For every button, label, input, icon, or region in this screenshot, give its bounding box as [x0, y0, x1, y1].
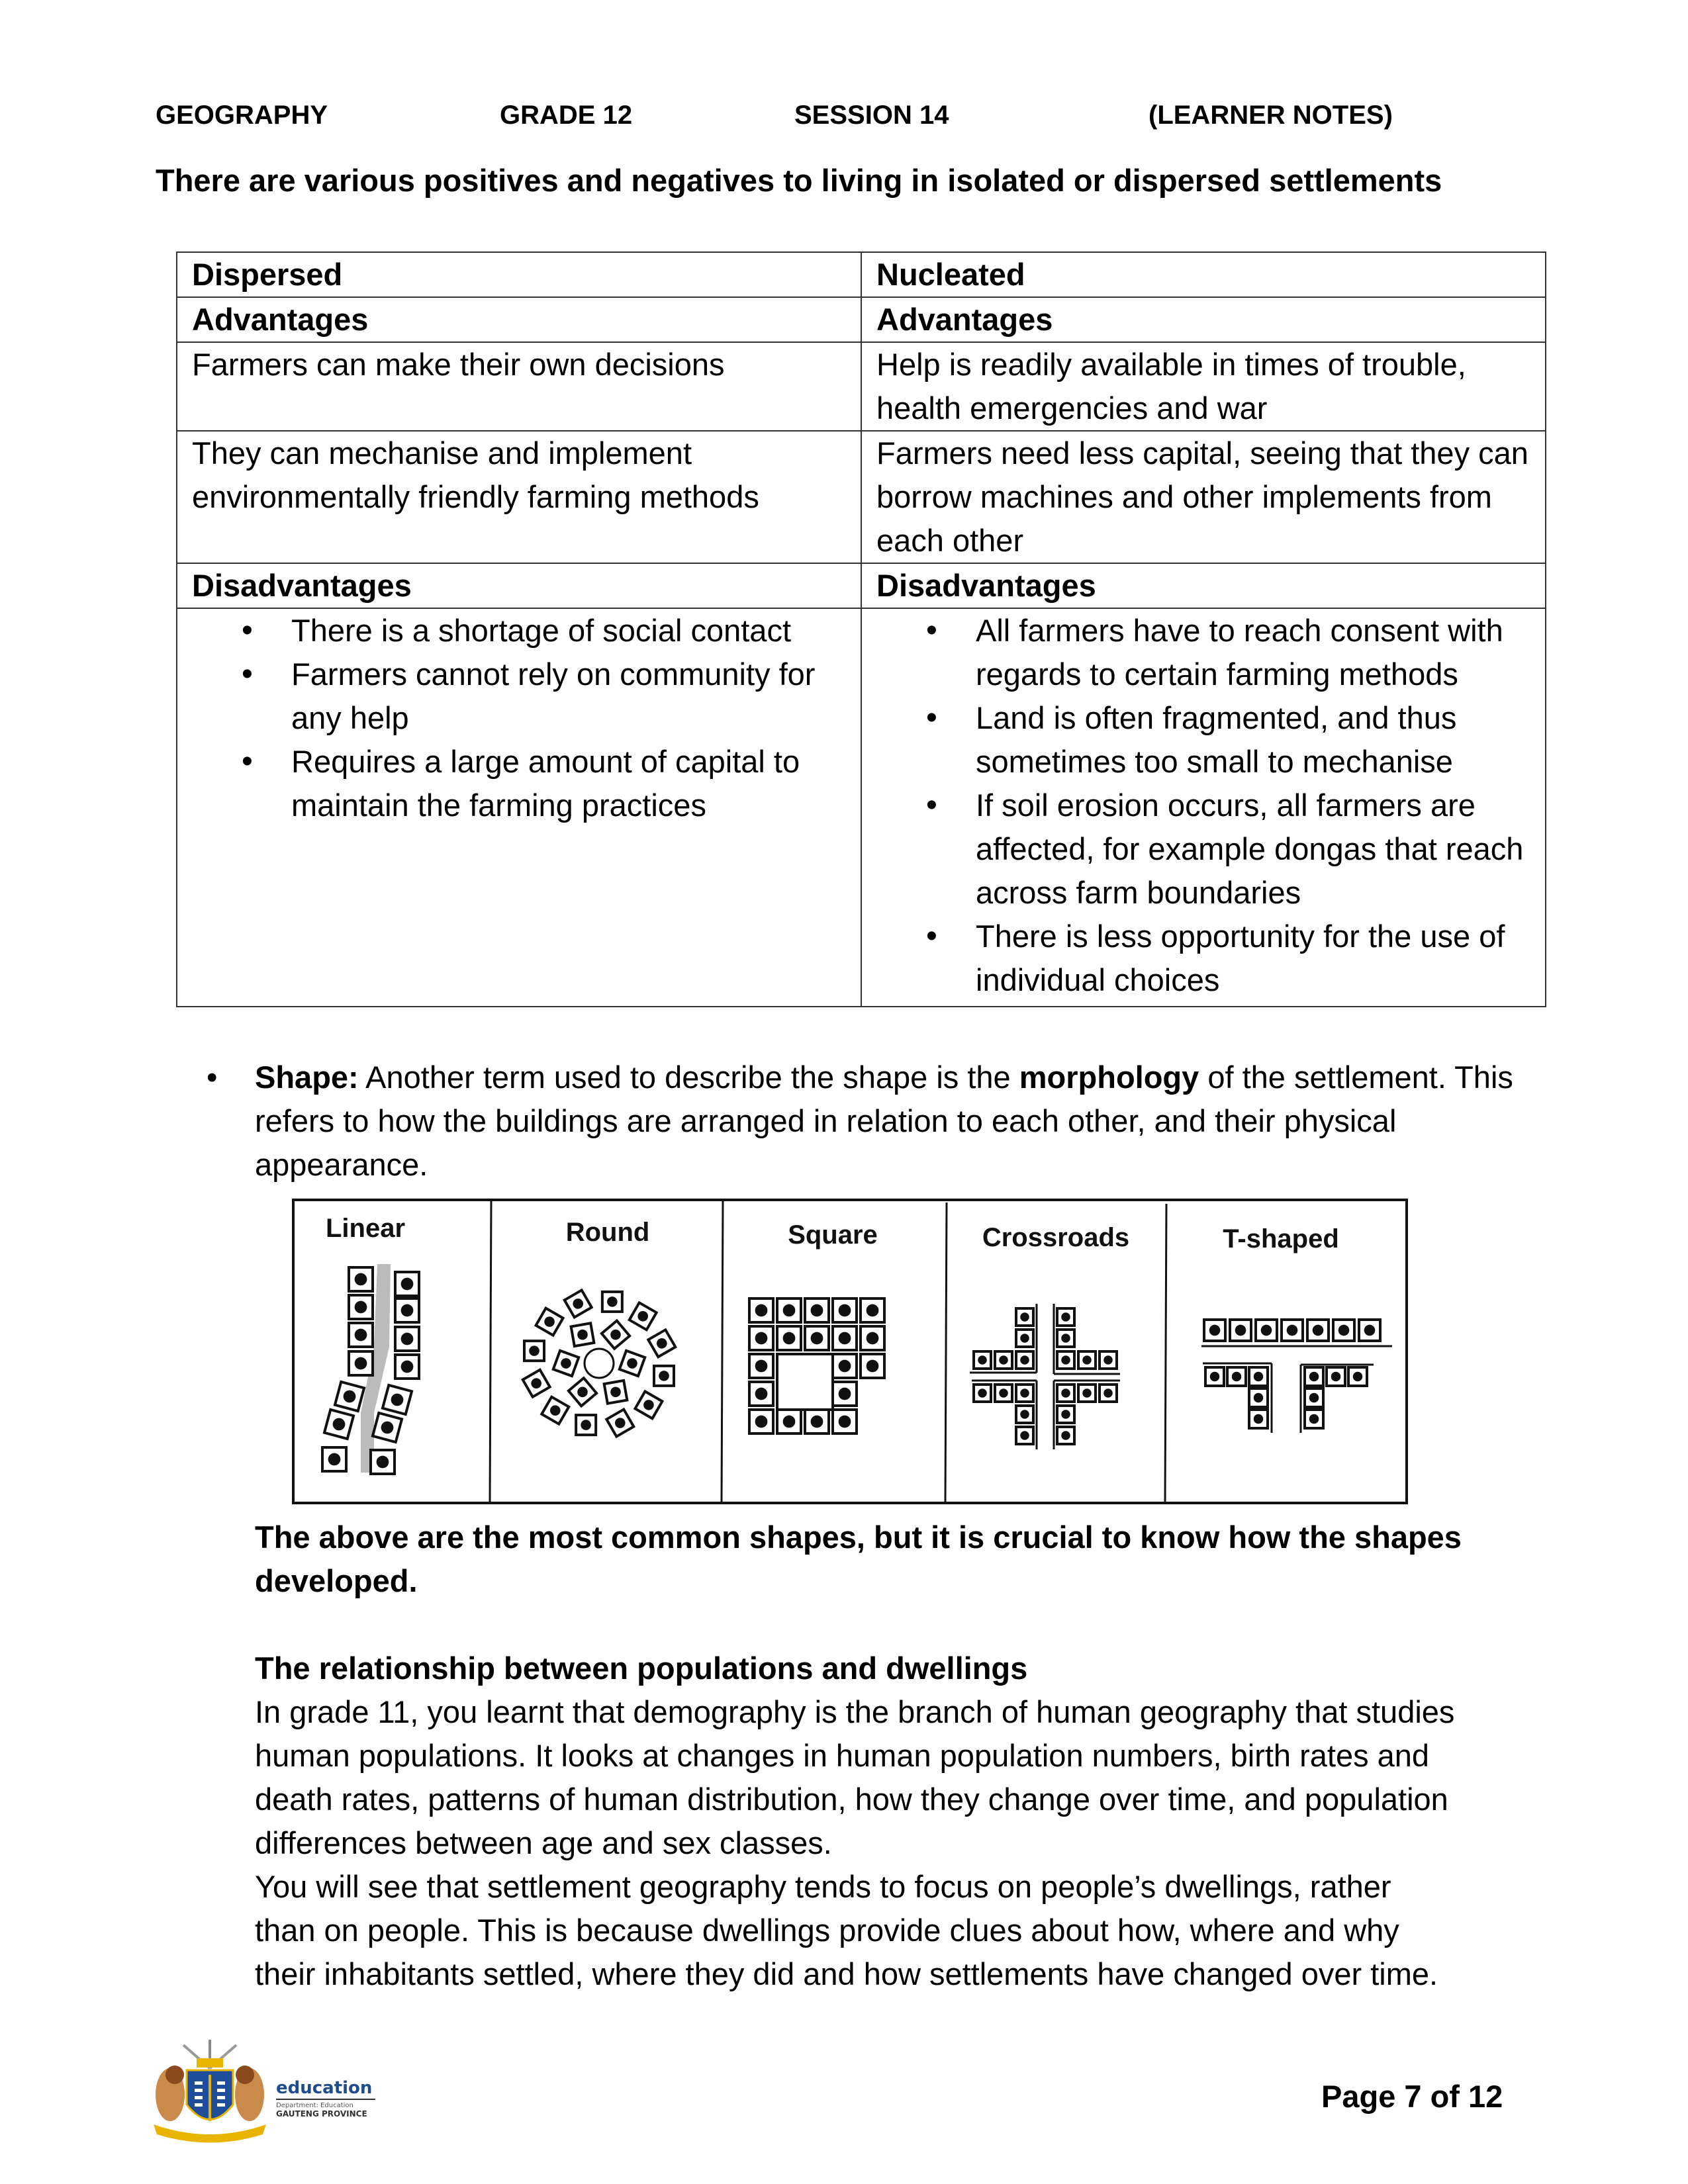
- house-icon: [1307, 1320, 1329, 1341]
- text-line: differences between age and sex classes.: [255, 1825, 832, 1860]
- house-icon: [322, 1447, 346, 1471]
- logo-text: [276, 2078, 375, 2118]
- house-icon: [1205, 1367, 1224, 1386]
- text-line: You will see that settlement geography tends to focus on people’s dwellings, rather: [255, 1869, 1391, 1904]
- text-line: death rates, patterns of human distribution, how they change over time, and population: [255, 1782, 1448, 1817]
- house-icon: [1256, 1320, 1277, 1341]
- house-icon: [861, 1326, 884, 1350]
- panel-label-round: Round: [565, 1218, 650, 1247]
- paragraph-dwellings: [255, 1865, 1566, 1996]
- text-line: human populations. It looks at changes in human population numbers, birth rates and: [255, 1738, 1430, 1773]
- disadvantages-label: Disadvantages: [177, 563, 861, 608]
- house-icon: [383, 1385, 412, 1414]
- panel-label-t-shaped: T-shaped: [1223, 1224, 1339, 1253]
- house-icon: [571, 1323, 594, 1346]
- section-heading: The relationship between populations and dwellings: [255, 1651, 1028, 1686]
- header-subject: GEOGRAPHY: [156, 101, 328, 130]
- house-icon: [335, 1382, 364, 1411]
- house-icon: [576, 1415, 596, 1435]
- table-row: [177, 431, 1546, 563]
- shape-text-after: of the settlement. This refers to how the buildings are arranged in relation to each other, and their physical appearance.: [255, 1060, 1513, 1182]
- house-icon: [1100, 1385, 1117, 1402]
- house-icon: [1057, 1385, 1074, 1402]
- list-item: • Requires a large amount of capital to maintain the farming practices: [192, 740, 850, 827]
- house-icon: [995, 1351, 1012, 1369]
- advantages-label: Advantages: [177, 297, 861, 342]
- page-header: [156, 101, 1546, 134]
- house-icon: [749, 1410, 773, 1433]
- list-item: • All farmers have to reach consent with regards to certain farming methods: [876, 609, 1534, 696]
- house-icon: [833, 1298, 857, 1322]
- house-icon: [1249, 1367, 1268, 1386]
- house-icon: [805, 1326, 829, 1350]
- bullet-icon: •: [207, 1060, 218, 1095]
- house-icon: [1057, 1406, 1074, 1423]
- logo-title: education: [276, 2078, 373, 2098]
- house-icon: [805, 1410, 829, 1433]
- logo-province: GAUTENG PROVINCE: [276, 2109, 367, 2118]
- house-icon: [604, 1381, 628, 1404]
- table-row: [177, 608, 1546, 1007]
- list-item: • There is less opportunity for the use of individual choices: [876, 915, 1534, 1002]
- header-notes: (LEARNER NOTES): [1149, 101, 1393, 130]
- list-item: • If soil erosion occurs, all farmers are affected, for example dongas that reach across farm boundaries: [876, 784, 1534, 915]
- house-icon: [324, 1410, 353, 1439]
- house-icon: [395, 1355, 419, 1379]
- house-icon: [1282, 1320, 1303, 1341]
- house-icon: [349, 1351, 373, 1375]
- table-cell: They can mechanise and implement environmentally friendly farming methods: [177, 431, 861, 563]
- intro-heading: There are various positives and negatives to living in isolated or dispersed settlements: [156, 163, 1442, 198]
- house-icon: [974, 1385, 991, 1402]
- village-green-icon: [585, 1349, 614, 1378]
- page-number: Page 7 of 12: [1321, 2079, 1503, 2114]
- house-icon: [1230, 1320, 1251, 1341]
- house-icon: [861, 1298, 884, 1322]
- gauteng-education-logo: [147, 2038, 385, 2144]
- panel-divider: [722, 1201, 723, 1503]
- common-shapes-note: The above are the most common shapes, but it is crucial to know how the shapes developed.: [255, 1520, 1462, 1598]
- house-icon: [1016, 1330, 1033, 1347]
- house-icon: [349, 1323, 373, 1347]
- comparison-table: [176, 251, 1546, 1007]
- house-icon: [1227, 1367, 1246, 1386]
- text-line: than on people. This is because dwellings provide clues about how, where and why: [255, 1913, 1399, 1948]
- house-icon: [1016, 1427, 1033, 1444]
- house-icon: [1305, 1388, 1323, 1407]
- house-icon: [833, 1326, 857, 1350]
- house-icon: [1249, 1410, 1268, 1428]
- house-icon: [1016, 1351, 1033, 1369]
- house-icon: [1305, 1410, 1323, 1428]
- house-icon: [833, 1354, 857, 1378]
- shape-paragraph: [207, 1056, 1557, 1187]
- house-icon: [995, 1385, 1012, 1402]
- house-icon: [1327, 1367, 1345, 1386]
- list-item: • Land is often fragmented, and thus sometimes too small to mechanise: [876, 696, 1534, 784]
- house-icon: [395, 1272, 419, 1296]
- advantages-label-row: [177, 297, 1546, 342]
- square-open-space: [777, 1354, 833, 1410]
- house-icon: [1057, 1351, 1074, 1369]
- house-icon: [1016, 1308, 1033, 1326]
- shape-text-before: Another term used to describe the shape is the: [358, 1060, 1019, 1095]
- house-icon: [1100, 1351, 1117, 1369]
- coat-of-arms-icon: [147, 2038, 273, 2144]
- settlement-shapes-diagram: [291, 1195, 1410, 1506]
- house-icon: [777, 1298, 801, 1322]
- house-icon: [777, 1410, 801, 1433]
- house-icon: [349, 1267, 373, 1291]
- table-row: [177, 342, 1546, 431]
- logo-divider: [276, 2099, 375, 2100]
- house-icon: [833, 1382, 857, 1406]
- paragraph-demography: [255, 1690, 1566, 1865]
- disadvantages-label-row: [177, 563, 1546, 608]
- house-icon: [373, 1413, 402, 1442]
- house-icon: [1078, 1385, 1096, 1402]
- house-icon: [833, 1410, 857, 1433]
- house-icon: [861, 1354, 884, 1378]
- house-icon: [371, 1450, 395, 1474]
- house-icon: [749, 1298, 773, 1322]
- text-line: their inhabitants settled, where they did and how settlements have changed over time.: [255, 1956, 1438, 1991]
- table-cell: Farmers can make their own decisions: [177, 342, 861, 431]
- house-icon: [395, 1298, 419, 1322]
- house-icon: [1016, 1406, 1033, 1423]
- table-header-row: [177, 252, 1546, 297]
- shape-term: Shape:: [255, 1060, 359, 1095]
- house-icon: [1333, 1320, 1354, 1341]
- nucleated-disadvantages-cell: [861, 608, 1546, 1007]
- panel-divider: [945, 1203, 947, 1503]
- house-icon: [1204, 1320, 1225, 1341]
- house-icon: [805, 1298, 829, 1322]
- header-grade: GRADE 12: [500, 101, 633, 130]
- house-icon: [749, 1382, 773, 1406]
- list-item: • Farmers cannot rely on community for any help: [192, 653, 850, 740]
- table-cell: Help is readily available in times of trouble, health emergencies and war: [861, 342, 1546, 431]
- list-item: • There is a shortage of social contact: [192, 609, 850, 653]
- panel-label-linear: Linear: [325, 1214, 406, 1243]
- house-icon: [654, 1366, 674, 1386]
- house-icon: [1016, 1385, 1033, 1402]
- advantages-label: Advantages: [861, 297, 1546, 342]
- house-icon: [777, 1326, 801, 1350]
- header-session: SESSION 14: [794, 101, 949, 130]
- panel-divider: [490, 1200, 491, 1503]
- house-icon: [1305, 1367, 1323, 1386]
- table-cell: Farmers need less capital, seeing that they can borrow machines and other implements from each other: [861, 431, 1546, 563]
- house-icon: [1359, 1320, 1380, 1341]
- house-icon: [395, 1327, 419, 1351]
- house-icon: [1057, 1308, 1074, 1326]
- house-icon: [974, 1351, 991, 1369]
- panel-label-crossroads: Crossroads: [982, 1223, 1130, 1252]
- house-icon: [602, 1292, 622, 1312]
- disadvantages-label: Disadvantages: [861, 563, 1546, 608]
- column-header-dispersed: Dispersed: [177, 252, 861, 297]
- logo-department: Department: Education: [276, 2102, 353, 2109]
- house-icon: [749, 1354, 773, 1378]
- house-icon: [749, 1326, 773, 1350]
- panel-divider: [1165, 1204, 1166, 1503]
- dispersed-disadvantages-list: [192, 609, 850, 827]
- house-icon: [1078, 1351, 1096, 1369]
- house-icon: [524, 1341, 544, 1361]
- house-icon: [1057, 1330, 1074, 1347]
- morphology-keyword: morphology: [1019, 1060, 1199, 1095]
- column-header-nucleated: Nucleated: [861, 252, 1546, 297]
- dispersed-disadvantages-cell: [177, 608, 861, 1007]
- house-icon: [1249, 1388, 1268, 1407]
- house-icon: [1057, 1427, 1074, 1444]
- house-icon: [349, 1295, 373, 1319]
- panel-label-square: Square: [788, 1220, 878, 1250]
- text-line: In grade 11, you learnt that demography is the branch of human geography that studies: [255, 1694, 1455, 1729]
- nucleated-disadvantages-list: [876, 609, 1534, 1002]
- house-icon: [1348, 1367, 1367, 1386]
